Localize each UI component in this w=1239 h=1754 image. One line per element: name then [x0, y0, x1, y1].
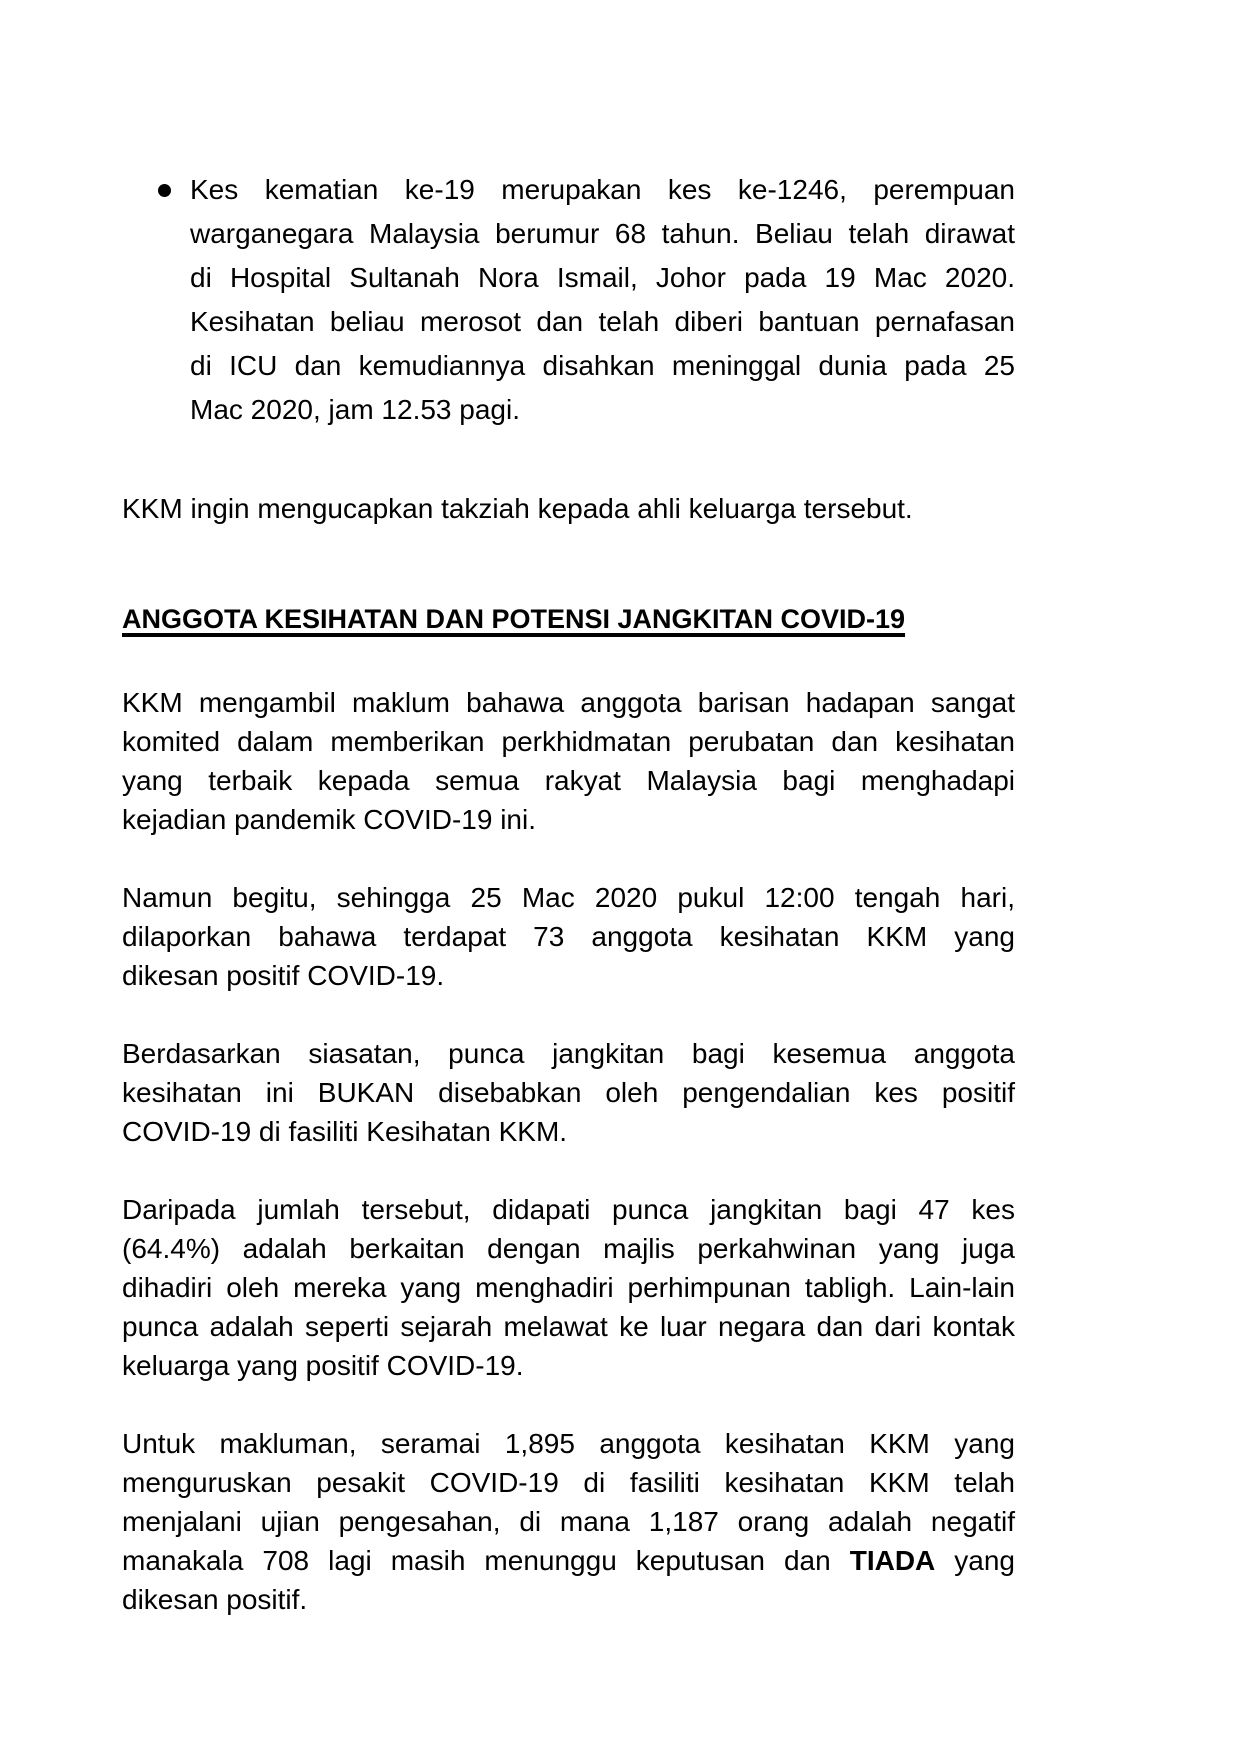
text-line: Kes kematian ke-19 merupakan kes ke-1246, perempuan [190, 174, 1015, 205]
bullet-icon [158, 184, 171, 197]
text-segment: yang [935, 1545, 1015, 1576]
bullet-text [190, 168, 1015, 432]
paragraph [122, 683, 1015, 839]
text-line: punca adalah seperti sejarah melawat ke luar negara dan dari kontak [122, 1311, 1015, 1342]
text-line: (64.4%) adalah berkaitan dengan majlis perkahwinan yang juga [122, 1233, 1015, 1264]
text-line: Kesihatan beliau merosot dan telah diberi bantuan pernafasan [190, 306, 1015, 337]
condolence-text: KKM ingin mengucapkan takziah kepada ahli keluarga tersebut. [122, 493, 913, 524]
text-line: menguruskan pesakit COVID-19 di fasiliti kesihatan KKM telah [122, 1467, 1015, 1498]
text-line: warganegara Malaysia berumur 68 tahun. Beliau telah dirawat [190, 218, 1015, 249]
text-line: Untuk makluman, seramai 1,895 anggota kesihatan KKM yang [122, 1428, 1015, 1459]
paragraph [122, 1424, 1015, 1619]
text-segment: manakala 708 lagi masih menunggu keputusan dan [122, 1545, 850, 1576]
text-line: Berdasarkan siasatan, punca jangkitan bagi kesemua anggota [122, 1038, 1015, 1069]
text-line: keluarga yang positif COVID-19. [122, 1350, 524, 1381]
paragraph [122, 1190, 1015, 1385]
text-line: dikesan positif COVID-19. [122, 960, 445, 991]
text-line: COVID-19 di fasiliti Kesihatan KKM. [122, 1116, 568, 1147]
text-line: Namun begitu, sehingga 25 Mac 2020 pukul 12:00 tengah hari, [122, 882, 1015, 913]
text-line: dilaporkan bahawa terdapat 73 anggota kesihatan KKM yang [122, 921, 1015, 952]
text-line: komited dalam memberikan perkhidmatan perubatan dan kesihatan [122, 726, 1015, 757]
text-line: di ICU dan kemudiannya disahkan meninggal dunia pada 25 [190, 350, 1015, 381]
death-case-bullet-item [122, 168, 1015, 432]
text-line: Mac 2020, jam 12.53 pagi. [190, 394, 520, 425]
text-line [122, 1541, 1015, 1580]
text-line: dikesan positif. [122, 1584, 308, 1615]
text-line: kesihatan ini BUKAN disebabkan oleh pengendalian kes positif [122, 1077, 1015, 1108]
text-line: yang terbaik kepada semua rakyat Malaysia bagi menghadapi [122, 765, 1015, 796]
bold-text: TIADA [849, 1545, 936, 1576]
body-paragraphs [122, 683, 1015, 1619]
text-line: dihadiri oleh mereka yang menghadiri perhimpunan tabligh. Lain-lain [122, 1272, 1015, 1303]
text-line: Daripada jumlah tersebut, didapati punca jangkitan bagi 47 kes [122, 1194, 1015, 1225]
text-line: menjalani ujian pengesahan, di mana 1,187 orang adalah negatif [122, 1506, 1015, 1537]
text-line: KKM mengambil maklum bahawa anggota barisan hadapan sangat [122, 687, 1015, 718]
text-line: di Hospital Sultanah Nora Ismail, Johor pada 19 Mac 2020. [190, 262, 1015, 293]
paragraph [122, 878, 1015, 995]
text-line: kejadian pandemik COVID-19 ini. [122, 804, 536, 835]
paragraph [122, 1034, 1015, 1151]
section-heading: ANGGOTA KESIHATAN DAN POTENSI JANGKITAN COVID-19 [122, 604, 906, 634]
